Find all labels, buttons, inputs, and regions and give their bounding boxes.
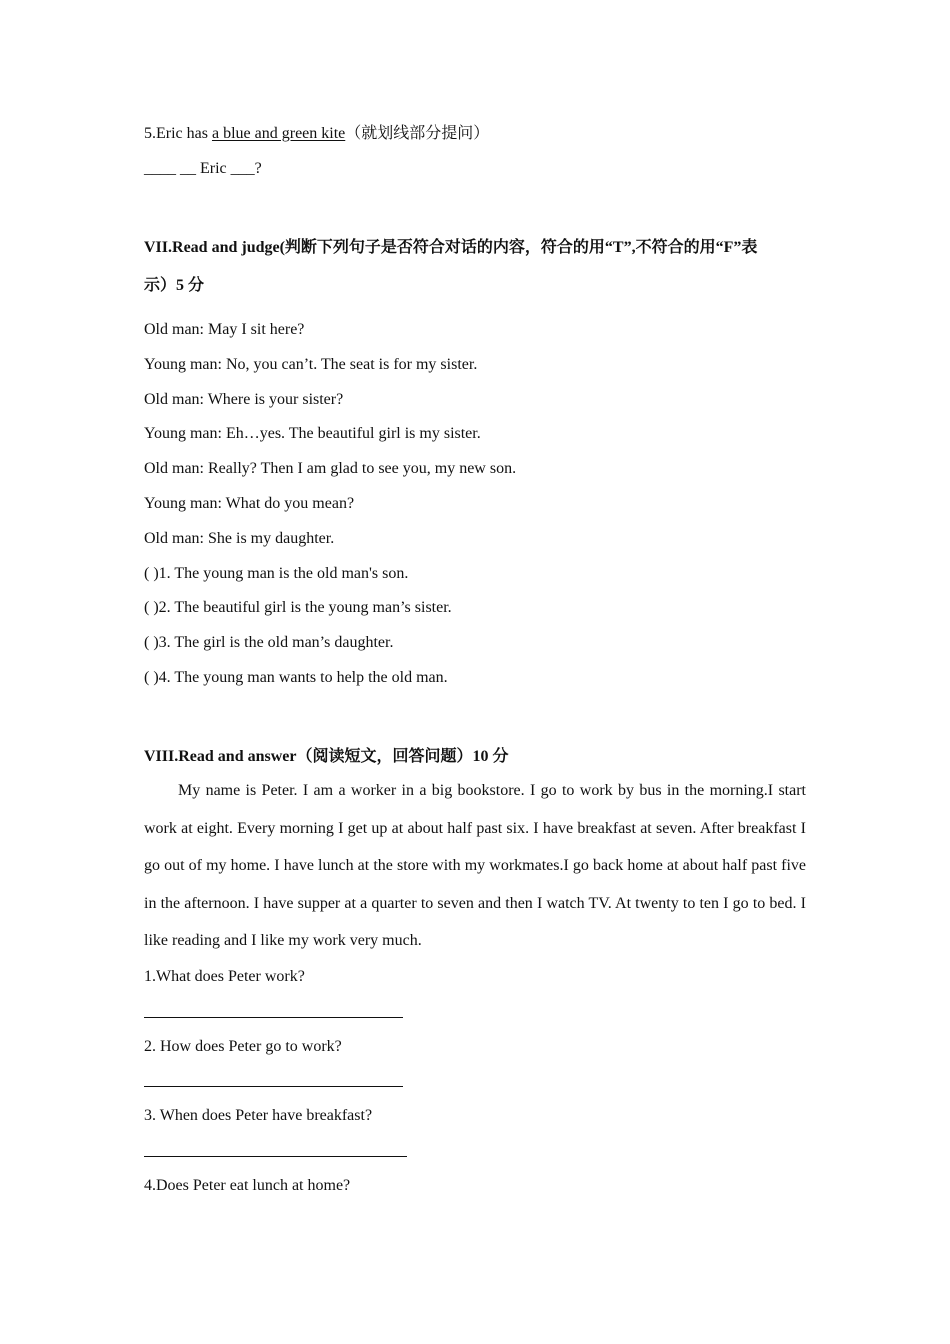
judge-statement: ( )1. The young man is the old man's son. <box>144 565 409 582</box>
reading-question: 3. When does Peter have breakfast? <box>144 1107 373 1124</box>
question-5-answer-blanks: ____ __ Eric ___? <box>144 160 262 177</box>
answer-line <box>144 1156 407 1157</box>
question-5-instruction: （就划线部分提问） <box>345 125 490 142</box>
dialogue-line: Old man: Really? Then I am glad to see you, my new son. <box>144 460 517 477</box>
section-8-heading: VIII.Read and answer（阅读短文，回答问题）10 分 <box>144 748 509 765</box>
question-5-underlined-phrase: a blue and green kite <box>211 125 346 142</box>
answer-line <box>144 1017 403 1018</box>
reading-question: 4.Does Peter eat lunch at home? <box>144 1177 351 1194</box>
reading-passage: My name is Peter. I am a worker in a big bookstore. I go to work by bus in the morning.I start work at eight. Every morning I get up at about half past six. I have breakfast at seven. After breakfast I go out of my home. I have lunch at the store with my workmates.I go back home at about half past five in the afternoon. I have supper at a quarter to seven and then I watch TV. At twenty to ten I go to bed. I like reading and I like my work very much. <box>144 782 806 950</box>
reading-question: 2. How does Peter go to work? <box>144 1038 342 1055</box>
answer-line <box>144 1086 403 1087</box>
judge-statement: ( )4. The young man wants to help the old man. <box>144 669 448 686</box>
dialogue-line: Young man: What do you mean? <box>144 495 355 512</box>
question-5-prefix: 5.Eric has <box>144 125 212 142</box>
dialogue-line: Old man: She is my daughter. <box>144 530 335 547</box>
dialogue-line: Young man: Eh…yes. The beautiful girl is my sister. <box>144 425 481 442</box>
judge-statement: ( )3. The girl is the old man’s daughter. <box>144 634 394 651</box>
dialogue-line: Old man: Where is your sister? <box>144 391 344 408</box>
reading-question: 1.What does Peter work? <box>144 968 305 985</box>
dialogue-line: Young man: No, you can’t. The seat is for my sister. <box>144 356 478 373</box>
judge-statement: ( )2. The beautiful girl is the young man’s sister. <box>144 599 452 616</box>
dialogue-line: Old man: May I sit here? <box>144 321 305 338</box>
section-7-heading-line1: VII.Read and judge(判断下列句子是否符合对话的内容，符合的用“T”,不符合的用“F”表 <box>144 239 758 256</box>
question-5 <box>144 124 489 144</box>
section-7-heading-line2: 示）5 分 <box>144 277 205 294</box>
